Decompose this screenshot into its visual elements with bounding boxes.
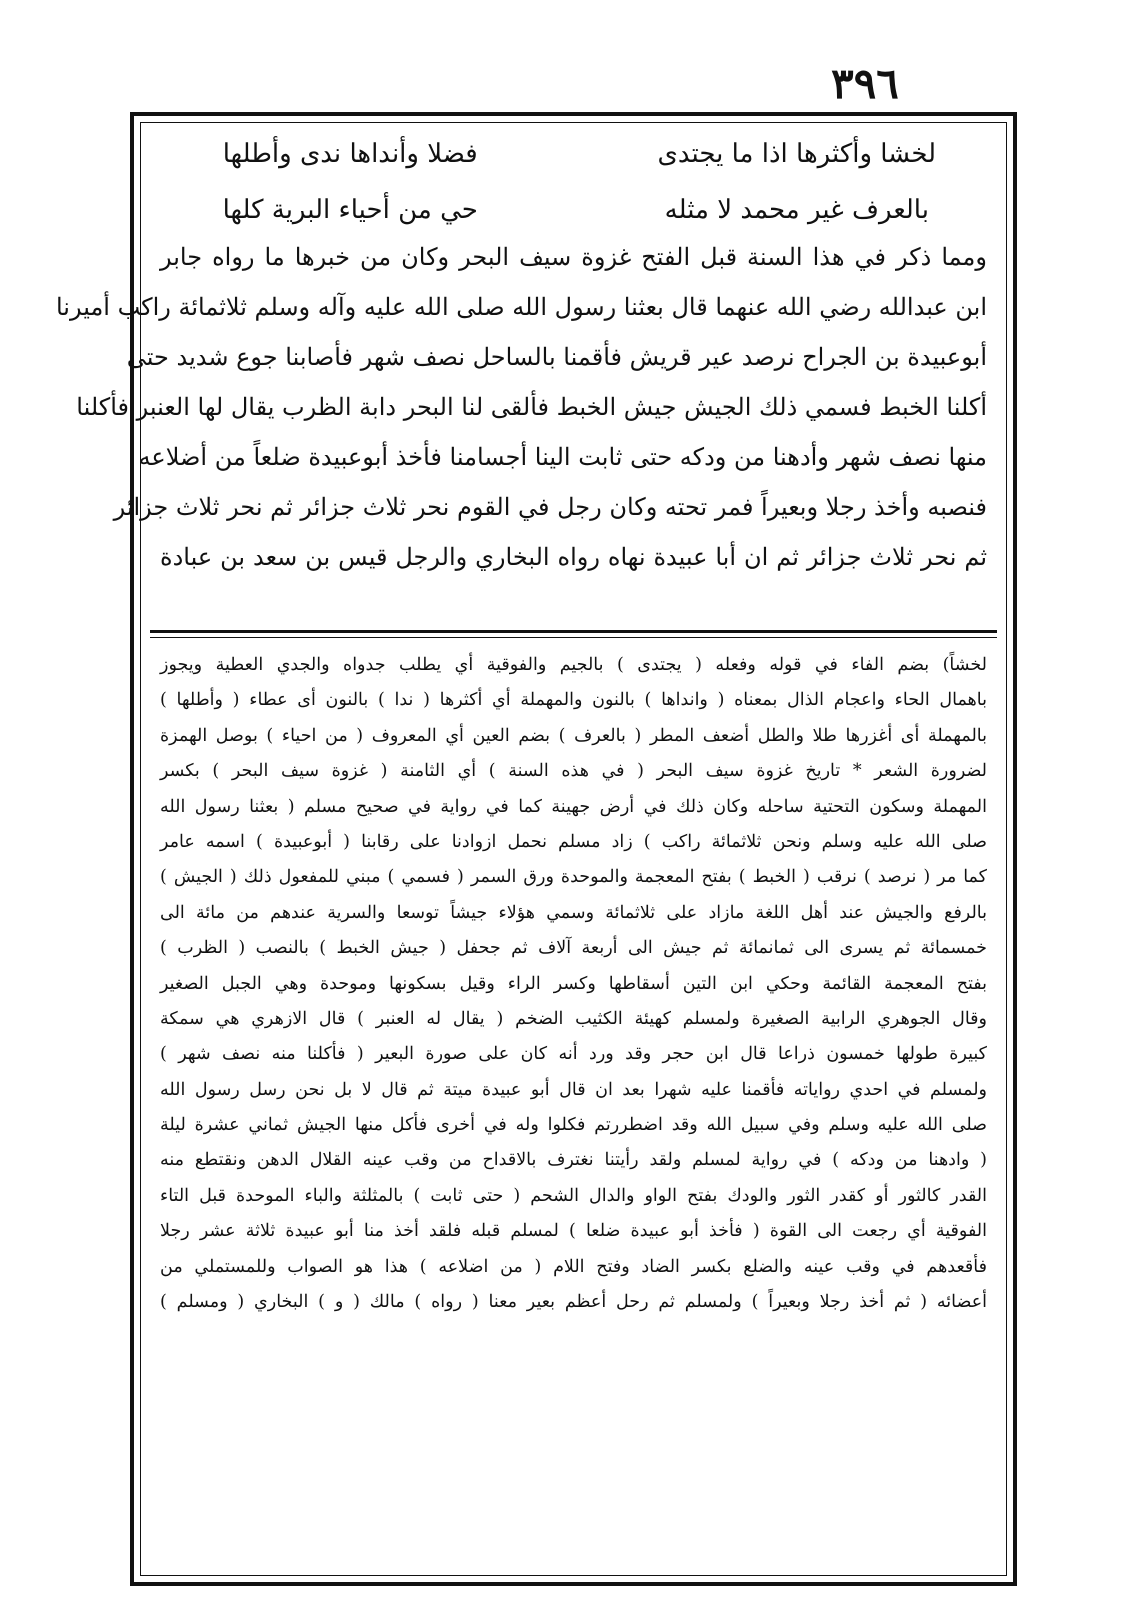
section-divider-thin [150, 637, 997, 638]
commentary-line: أعضائه ( ثم أخذ رجلا وبعيراً ) ولمسلم ثم رحل أعظم بعير معنا ( رواه ) مالك ( و ) البخاري ( ومسلم ) [160, 1292, 987, 1313]
commentary-line: بالرفع والجيش عند أهل اللغة مازاد على ثلاثمائة وسمي هؤلاء جيشاً توسعا والسرية عندهم من مائة الى [160, 902, 987, 923]
poem-hemistich-first: بالعرف غير محمد لا مثله [664, 195, 929, 225]
commentary-line: القدر كالثور أو كقدر الثور والودك بفتح الواو والدال الشحم ( حتى ثابت ) بالمثلثة والباء الموحدة قبل التاء [160, 1185, 987, 1206]
main-text-line: ثم نحر ثلاث جزائر ثم ان أبا عبيدة نهاه رواه البخاري والرجل قيس بن سعد بن عبادة [160, 543, 987, 571]
commentary-line: خمسمائة ثم يسرى الى ثمانمائة ثم جيش الى أربعة آلاف ثم جحفل ( جيش الخبط ) بالنصب ( الظرب ) [160, 938, 987, 959]
section-divider [150, 630, 997, 633]
page-number: ٣٩٦ [831, 59, 899, 108]
commentary-line: كبيرة طولها خمسون ذراعا قال ابن حجر وقد ورد أنه كان على صورة البعير ( فأكلنا منه نصف شهر ) [160, 1044, 987, 1065]
commentary-line: فأقعدهم في وقب عينه والضلع بكسر الضاد وفتح اللام ( من اضلاعه ) هذا هو الصواب وللمستملي من [160, 1256, 987, 1277]
commentary-line: وقال الجوهري الرابية الصغيرة ولمسلم كهيئة الكثيب الضخم ( يقال له العنبر ) قال الازهري هي سمكة [160, 1008, 987, 1029]
poem-hemistich-first: لخشا وأكثرها اذا ما يجتدى [657, 139, 937, 169]
commentary-line: كما مر ( نرصد ) نرقب ( الخبط ) بفتح المعجمة والموحدة ورق السمر ( فسمي ) مبني للمفعول ذلك ( الجيش ) [160, 867, 987, 888]
commentary-line: صلى الله عليه وسلم ونحن ثلاثمائة راكب ) زاد مسلم نحمل ازوادنا على رقابنا ( أبوعبيدة ) اسمه عامر [160, 831, 987, 852]
commentary-line: المهملة وسكون التحتية ساحله وكان ذلك في أرض جهينة كما في رواية في صحيح مسلم ( بعثنا رسول الله [160, 796, 987, 817]
main-text-line: فنصبه وأخذ رجلا وبعيراً فمر تحته وكان رجل في القوم نحر ثلاث جزائر ثم نحر ثلاث جزائر [113, 493, 987, 521]
main-text-line: ومما ذكر في هذا السنة قبل الفتح غزوة سيف البحر وكان من خبرها ما رواه جابر [160, 243, 988, 271]
main-text-block [55, 232, 988, 582]
commentary-line: لضرورة الشعر * تاريخ غزوة سيف البحر ( في هذه السنة ) أي الثامنة ( غزوة سيف البحر ) بكسر [160, 761, 987, 782]
main-text-line: أبوعبيدة بن الجراح نرصد عير قريش فأقمنا بالساحل نصف شهر فأصابنا جوع شديد حتى [126, 343, 987, 371]
poem-verse-2 [160, 184, 987, 236]
poem-verse-1 [160, 128, 987, 180]
commentary-line: ( وادهنا من ودكه ) في رواية لمسلم ولقد رأيتنا نغترف بالاقداح من وقب عينه القلال الدهن ونقتطع منه [160, 1150, 987, 1171]
commentary-line: الفوقية أي رجعت الى القوة ( فأخذ أبو عبيدة ضلعا ) لمسلم قبله فلقد أخذ منا أبو عبيدة ثلاثة عشر رجلا [160, 1221, 987, 1242]
commentary-line: صلى الله عليه وسلم وفي سبيل الله وقد اضطررتم فكلوا وله في أخرى فأكل منها الجيش ثماني عشرة ليلة [160, 1115, 987, 1136]
commentary-block [160, 648, 987, 1320]
commentary-line: بفتح المعجمة القائمة وحكي ابن التين أسقاطها وكسر الراء وقيل بسكونها وموحدة وهي الجبل الصغير [160, 973, 987, 994]
main-text-line: أكلنا الخبط فسمي ذلك الجيش جيش الخبط فألقى لنا البحر دابة الظرب يقال لها العنبر فأكلنا [76, 393, 987, 421]
commentary-line: باهمال الحاء واعجام الذال بمعناه ( وانداها ) بالنون والمهملة أي أكثرها ( ندا ) بالنون أى عطاء ( وأطلها ) [160, 690, 987, 711]
poem-hemistich-second: حي من أحياء البرية كلها [222, 195, 478, 225]
main-text-line: ابن عبدالله رضي الله عنهما قال بعثنا رسول الله صلى الله عليه وآله وسلم ثلاثمائة راكب أميرنا [55, 293, 987, 321]
commentary-line: لخشاً) بضم الفاء في قوله وفعله ( يجتدى ) بالجيم والفوقية أي يطلب جدواه والجدي العطية ويجوز [160, 655, 987, 675]
commentary-line: ولمسلم في احدي رواياته فأقمنا عليه شهرا بعد ان قال أبو عبيدة ميتة ثم قال لا بل نحن رسل رسول الله [160, 1079, 987, 1100]
main-text-line: منها نصف شهر وأدهنا من ودكه حتى ثابت الينا أجسامنا فأخذ أبوعبيدة ضلعاً من أضلاعه [138, 443, 987, 471]
commentary-line: بالمهملة أى أغزرها طلا والطل أضعف المطر ( بالعرف ) بضم العين أي المعروف ( من احياء ) بوصل الهمزة [160, 725, 987, 746]
poem-hemistich-second: فضلا وأنداها ندى وأطلها [222, 139, 478, 169]
